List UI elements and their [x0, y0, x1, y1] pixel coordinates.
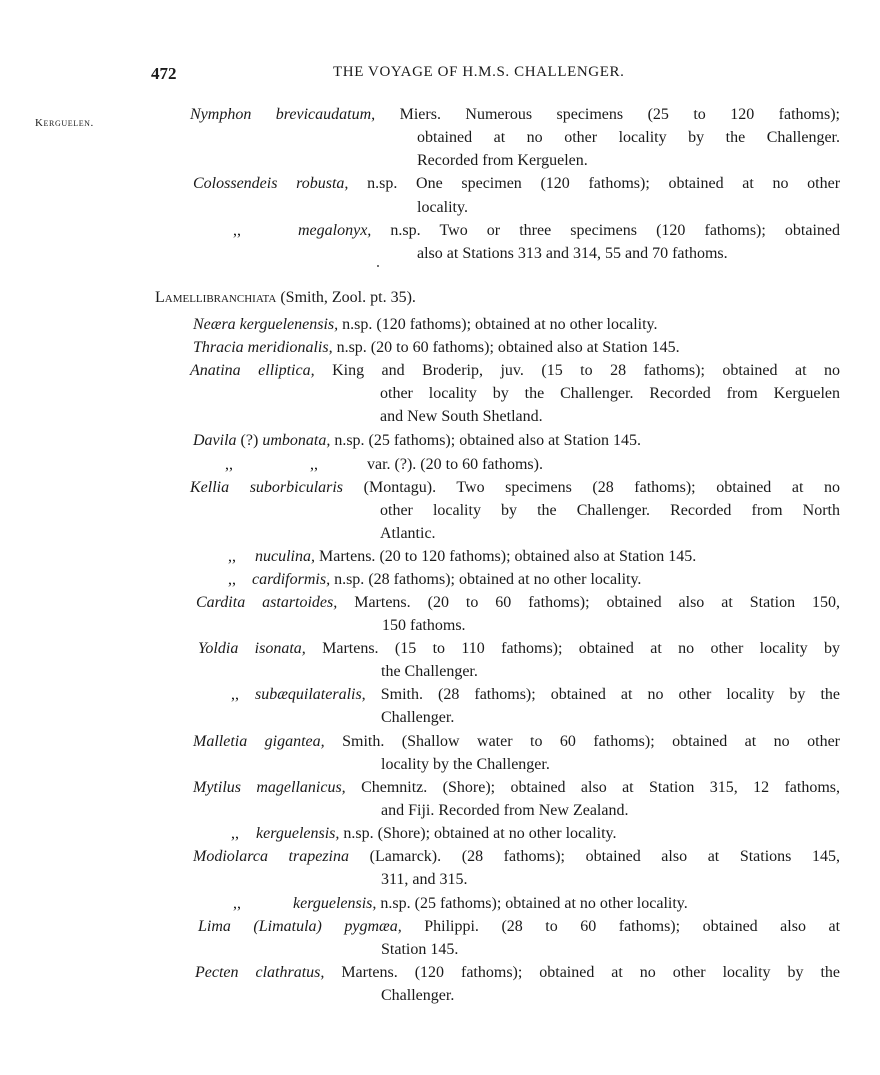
species-author: King and Broderip, juv.: [332, 362, 524, 379]
entry-line: and New South Shetland.: [380, 408, 543, 425]
entry-text: (20 to 60 fathoms); obtained also at Station 150,: [427, 594, 841, 611]
entry-line: Challenger.: [381, 709, 455, 726]
entry-thracia: [193, 337, 680, 359]
entry-line: locality.: [417, 199, 468, 216]
entry-line: 150 fathoms.: [382, 617, 466, 634]
species-name: cardiformis,: [252, 571, 331, 588]
species-author: Martens.: [322, 640, 379, 657]
species-author: n.sp.: [342, 316, 373, 333]
ditto-mark: ,,: [310, 456, 318, 473]
species-name: megalonyx,: [298, 222, 372, 239]
species-name: subæquilateralis,: [255, 686, 366, 703]
entry-text: (120 fathoms); obtained at no other locality by the: [414, 964, 841, 981]
species-name: Yoldia isonata,: [198, 640, 306, 657]
entry-text: (25 fathoms); obtained also at Station 145.: [368, 432, 641, 449]
species-subgenus: (Limatula): [253, 918, 322, 935]
entry-text: One specimen (120 fathoms); obtained at no other: [416, 175, 841, 192]
entry-line: other locality by the Challenger. Recorded from Kerguelen: [380, 385, 840, 402]
entry-line: 311, and 315.: [381, 871, 468, 888]
entry-text: Two or three specimens (120 fathoms); obtained: [439, 222, 841, 239]
species-author: n.sp.: [334, 432, 365, 449]
species-name: Kellia suborbicularis: [190, 479, 344, 496]
ditto-mark: ,,: [225, 456, 233, 473]
entry-text: (Shallow water to 60 fathoms); obtained at no other: [401, 733, 840, 750]
species-name: umbonata,: [262, 432, 331, 449]
margin-note-kerguelen: Kerguelen.: [35, 117, 94, 129]
entry-text: (28 fathoms); obtained at no other locality by the: [438, 686, 841, 703]
entry-line: [298, 220, 840, 242]
species-name: kerguelensis,: [256, 825, 340, 842]
entry-text: (28 fathoms); obtained at no other locality.: [368, 571, 642, 588]
species-author: Chemnitz.: [361, 779, 428, 796]
species-author: (Montagu).: [363, 479, 437, 496]
species-author: Philippi.: [424, 918, 479, 935]
species-author: Martens.: [354, 594, 411, 611]
species-name: Anatina elliptica,: [190, 362, 315, 379]
entry-text: (15 to 110 fathoms); obtained at no other locality by: [394, 640, 840, 657]
species-name: Mytilus magellanicus,: [193, 779, 346, 796]
entry-text: (20 to 60 fathoms); obtained also at Station 145.: [370, 339, 680, 356]
entry-line: [190, 477, 840, 499]
entry-line: other locality by the Challenger. Recorded from North: [380, 502, 840, 519]
entry-line: [198, 916, 840, 938]
entry-line: [193, 173, 840, 195]
species-name: kerguelensis,: [293, 895, 377, 912]
ditto-mark: ,,: [228, 571, 236, 588]
entry-line: [293, 893, 688, 915]
entry-text: Two specimens (28 fathoms); obtained at no: [456, 479, 841, 496]
entry-text: (20 to 120 fathoms); obtained also at Station 145.: [379, 548, 697, 565]
entry-line: the Challenger.: [381, 663, 478, 680]
entry-neaera: [193, 314, 658, 336]
entry-line: Recorded from Kerguelen.: [417, 152, 588, 169]
species-author: Smith.: [342, 733, 385, 750]
entry-text: (28 to 60 fathoms); obtained also at: [501, 918, 841, 935]
species-name: Neæra kerguelenensis,: [193, 316, 339, 333]
entry-line: [256, 823, 617, 845]
species-name: Pecten clathratus,: [195, 964, 325, 981]
entry-line: and Fiji. Recorded from New Zealand.: [381, 802, 629, 819]
section-title: Lamellibranchiata: [155, 289, 277, 306]
entry-line: [190, 360, 840, 382]
section-reference: (Smith, Zool. pt. 35).: [280, 289, 416, 306]
entry-text: (Shore); obtained at no other locality.: [377, 825, 617, 842]
species-author: Miers.: [399, 106, 441, 123]
entry-line: [193, 777, 840, 799]
entry-text: (25 fathoms); obtained at no other locality.: [414, 895, 688, 912]
species-query: (?): [240, 432, 259, 449]
ditto-mark: ,,: [233, 895, 241, 912]
section-heading: [155, 289, 416, 307]
species-name: Colossendeis robusta,: [193, 175, 349, 192]
species-author: Martens.: [319, 548, 376, 565]
entry-line: also at Stations 313 and 314, 55 and 70 fathoms.: [417, 245, 728, 262]
species-name: Lima: [198, 918, 231, 935]
entry-line: [255, 546, 696, 568]
species-author: Smith.: [380, 686, 423, 703]
species-name: Thracia meridionalis,: [193, 339, 333, 356]
species-author: (Lamarck).: [369, 848, 442, 865]
ditto-mark: ,,: [233, 222, 241, 239]
entry-line: obtained at no other locality by the Challenger.: [417, 129, 840, 146]
species-author: n.sp.: [343, 825, 374, 842]
entry-line: [190, 104, 840, 126]
entry-line: [193, 846, 840, 868]
species-name: Cardita astartoides,: [196, 594, 338, 611]
species-author: n.sp.: [380, 895, 411, 912]
stray-dot: [377, 265, 379, 267]
ditto-mark: ,,: [228, 548, 236, 565]
species-name: Malletia gigantea,: [193, 733, 325, 750]
entry-text: (28 fathoms); obtained also at Stations 145,: [461, 848, 841, 865]
entry-text: (Shore); obtained also at Station 315, 12 fathoms,: [442, 779, 840, 796]
entry-line: [198, 638, 840, 660]
species-name: Davila: [193, 432, 237, 449]
species-author: n.sp.: [367, 175, 398, 192]
ditto-mark: ,,: [231, 686, 239, 703]
entry-line: Challenger.: [381, 987, 455, 1004]
species-author: n.sp.: [334, 571, 365, 588]
entry-line: locality by the Challenger.: [381, 756, 550, 773]
species-name: Nymphon brevicaudatum,: [190, 106, 376, 123]
entry-text: (15 to 28 fathoms); obtained at no: [541, 362, 841, 379]
species-name: pygmæa,: [344, 918, 402, 935]
entry-line: [255, 684, 840, 706]
entry-line: [193, 731, 840, 753]
entry-line: [252, 569, 641, 591]
species-author: Martens.: [341, 964, 398, 981]
entry-line: [196, 592, 840, 614]
entry-text: Numerous specimens (25 to 120 fathoms);: [465, 106, 841, 123]
entry-text: (120 fathoms); obtained at no other locality.: [376, 316, 658, 333]
entry-text: var. (?). (20 to 60 fathoms).: [367, 456, 543, 473]
species-author: n.sp.: [390, 222, 421, 239]
ditto-mark: ,,: [231, 825, 239, 842]
entry-line: [195, 962, 840, 984]
entry-line: Station 145.: [381, 941, 459, 958]
entry-davila: [193, 430, 641, 452]
entry-line: Atlantic.: [380, 525, 436, 542]
species-name: nuculina,: [255, 548, 315, 565]
running-title: THE VOYAGE OF H.M.S. CHALLENGER.: [333, 64, 625, 80]
page-number: 472: [151, 64, 177, 83]
species-author: n.sp.: [336, 339, 367, 356]
species-name: Modiolarca trapezina: [193, 848, 350, 865]
